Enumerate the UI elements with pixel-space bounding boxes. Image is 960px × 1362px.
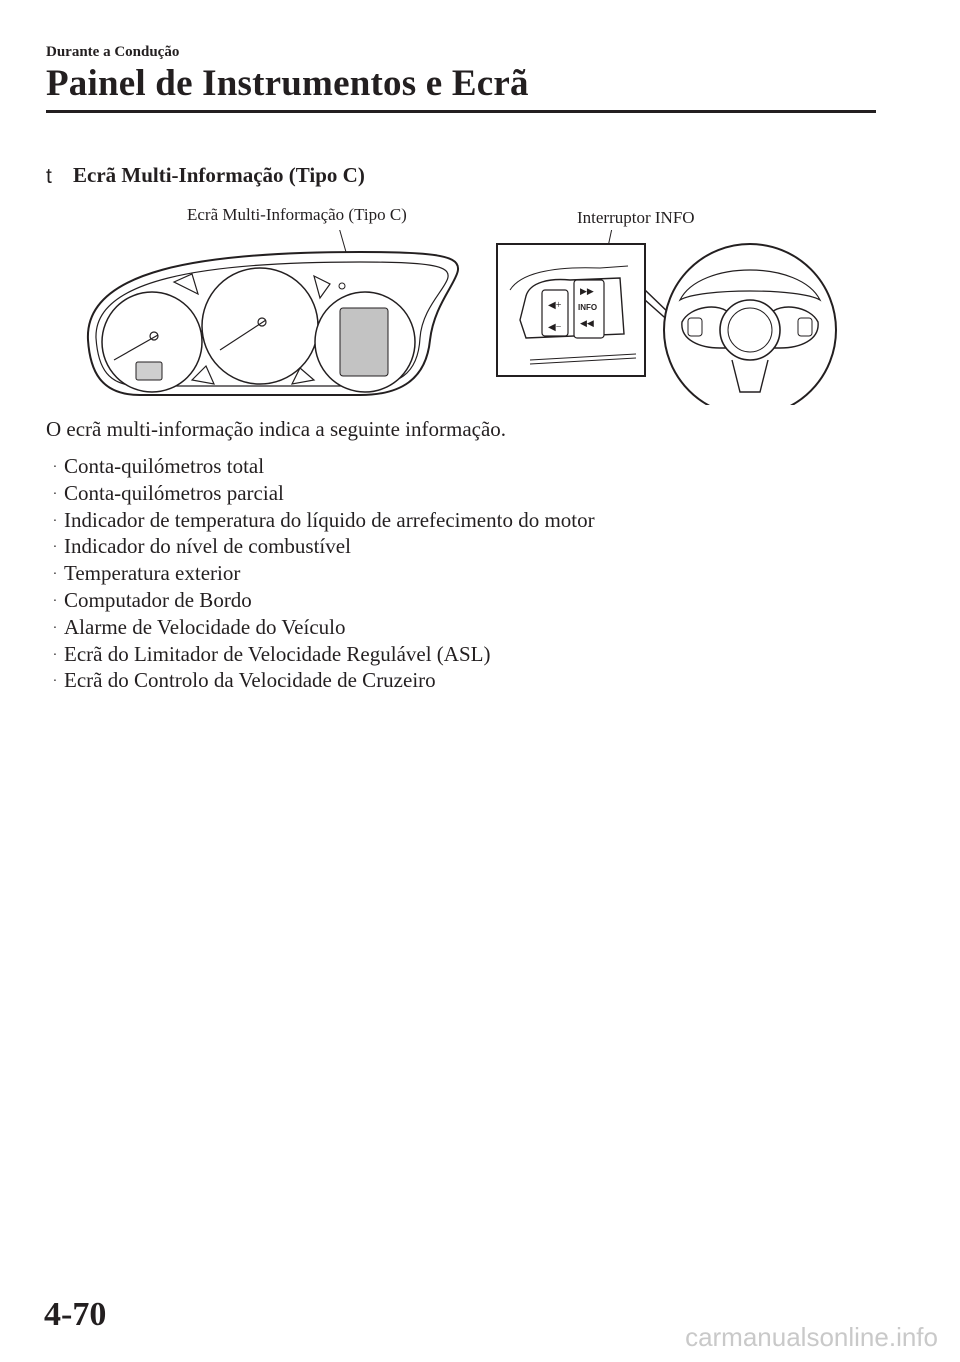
- bullet: ·: [52, 486, 58, 502]
- list-item: · Alarme de Velocidade do Veículo: [46, 614, 595, 641]
- svg-text:◀−: ◀−: [548, 322, 562, 333]
- bullet: ·: [52, 513, 58, 529]
- svg-text:▶▶: ▶▶: [580, 286, 594, 296]
- svg-text:◀+: ◀+: [548, 300, 562, 311]
- list-item: · Conta-quilómetros total: [46, 453, 595, 480]
- svg-text:◀◀: ◀◀: [580, 318, 594, 328]
- section-title: Ecrã Multi-Informação (Tipo C): [73, 163, 365, 187]
- callout-switch-label: Interruptor INFO: [577, 208, 695, 227]
- instrument-cluster: [88, 252, 458, 395]
- switch-inset: [497, 244, 672, 376]
- page-title: Painel de Instrumentos e Ecrã: [46, 63, 529, 104]
- title-rule: [46, 110, 876, 113]
- chapter-label: Durante a Condução: [46, 44, 180, 60]
- info-button-label: INFO: [578, 303, 598, 312]
- bullet: ·: [52, 540, 58, 556]
- list-item: · Ecrã do Limitador de Velocidade Regulável (ASL): [46, 641, 595, 668]
- steering-wheel: [664, 244, 836, 405]
- page-number: 4-70: [44, 1296, 107, 1333]
- watermark: carmanualsonline.info: [685, 1322, 938, 1352]
- callout-display-label: Ecrã Multi-Informação (Tipo C): [187, 205, 407, 224]
- intro-paragraph: O ecrã multi-informação indica a seguinte informação.: [46, 417, 507, 441]
- bullet: ·: [52, 593, 58, 609]
- section-marker: t: [46, 165, 52, 188]
- instrument-figure: [80, 230, 840, 405]
- info-item-list: [46, 453, 595, 694]
- list-item: · Indicador de temperatura do líquido de arrefecimento do motor: [46, 507, 595, 534]
- list-item: · Ecrã do Controlo da Velocidade de Cruzeiro: [46, 667, 595, 694]
- list-item: · Conta-quilómetros parcial: [46, 480, 595, 507]
- multi-info-display: [340, 308, 388, 376]
- bullet: ·: [52, 674, 58, 690]
- bullet: ·: [52, 620, 58, 636]
- bullet: ·: [52, 567, 58, 583]
- bullet: ·: [52, 460, 58, 475]
- list-item: · Indicador do nível de combustível: [46, 533, 595, 560]
- list-item: · Temperatura exterior: [46, 560, 595, 587]
- bullet: ·: [52, 647, 58, 663]
- list-item: · Computador de Bordo: [46, 587, 595, 614]
